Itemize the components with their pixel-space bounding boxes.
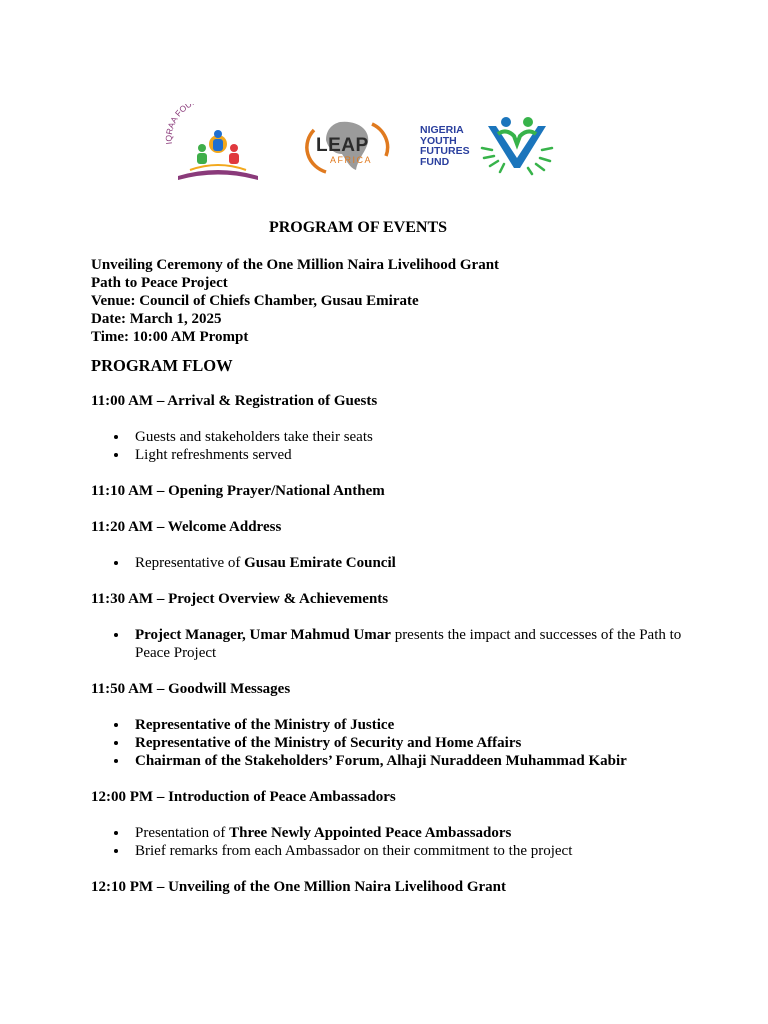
slot-heading: 12:10 PM – Unveiling of the One Million Naira Livelihood Grant <box>91 879 506 895</box>
list-item: Project Manager, Umar Mahmud Umar presents the impact and successes of the Path to Peace Project <box>135 626 691 662</box>
slot-heading: 11:50 AM – Goodwill Messages <box>91 681 291 697</box>
nyff-logo-text: NIGERIA YOUTH FUTURES FUND <box>420 124 470 168</box>
document-title: PROGRAM OF EVENTS <box>268 219 448 236</box>
leap-logo-subword: AFRICA <box>330 155 373 165</box>
event-info-block <box>91 256 691 346</box>
slot-heading: 12:00 PM – Introduction of Peace Ambassadors <box>91 789 396 805</box>
event-name: Unveiling Ceremony of the One Million Naira Livelihood Grant <box>91 257 500 273</box>
open-book-icon <box>178 170 258 180</box>
project-name: Path to Peace Project <box>91 275 228 291</box>
event-venue: Venue: Council of Chiefs Chamber, Gusau Emirate <box>91 293 419 309</box>
list-item: Brief remarks from each Ambassador on their commitment to the project <box>135 842 691 860</box>
slot-item-list <box>91 554 691 572</box>
program-flow-heading: PROGRAM FLOW <box>91 356 233 375</box>
list-item: Presentation of Three Newly Appointed Peace Ambassadors <box>135 824 691 842</box>
list-item: Representative of Gusau Emirate Council <box>135 554 691 572</box>
slot-heading: 11:30 AM – Project Overview & Achievements <box>91 591 389 607</box>
list-item: Guests and stakeholders take their seats <box>135 428 691 446</box>
leap-africa-logo <box>300 118 392 176</box>
slot-item-list <box>91 716 691 770</box>
event-time: Time: 10:00 AM Prompt <box>91 329 249 345</box>
list-item: Representative of the Ministry of Justice <box>135 716 691 734</box>
iqraa-foundation-logo <box>160 104 274 186</box>
nyff-emblem-icon <box>476 114 560 176</box>
list-item: Light refreshments served <box>135 446 691 464</box>
slot-heading: 11:20 AM – Welcome Address <box>91 519 282 535</box>
slot-item-list <box>91 824 691 860</box>
list-item: Representative of the Ministry of Security and Home Affairs <box>135 734 691 752</box>
list-item: Chairman of the Stakeholders’ Forum, Alhaji Nuraddeen Muhammad Kabir <box>135 752 691 770</box>
slot-item-list <box>91 626 691 662</box>
nigeria-youth-futures-fund-logo <box>418 114 560 176</box>
leap-logo-word: LEAP <box>316 135 369 156</box>
document-body <box>91 256 691 896</box>
slot-heading: 11:10 AM – Opening Prayer/National Anthem <box>91 483 385 499</box>
slot-heading: 11:00 AM – Arrival & Registration of Guests <box>91 393 378 409</box>
slot-item-list <box>91 428 691 464</box>
iqraa-logo-graphic <box>160 104 274 186</box>
iqraa-logo-text: IQRAA FOU <box>163 104 194 145</box>
event-date: Date: March 1, 2025 <box>91 311 222 327</box>
logo-bar <box>0 0 768 200</box>
